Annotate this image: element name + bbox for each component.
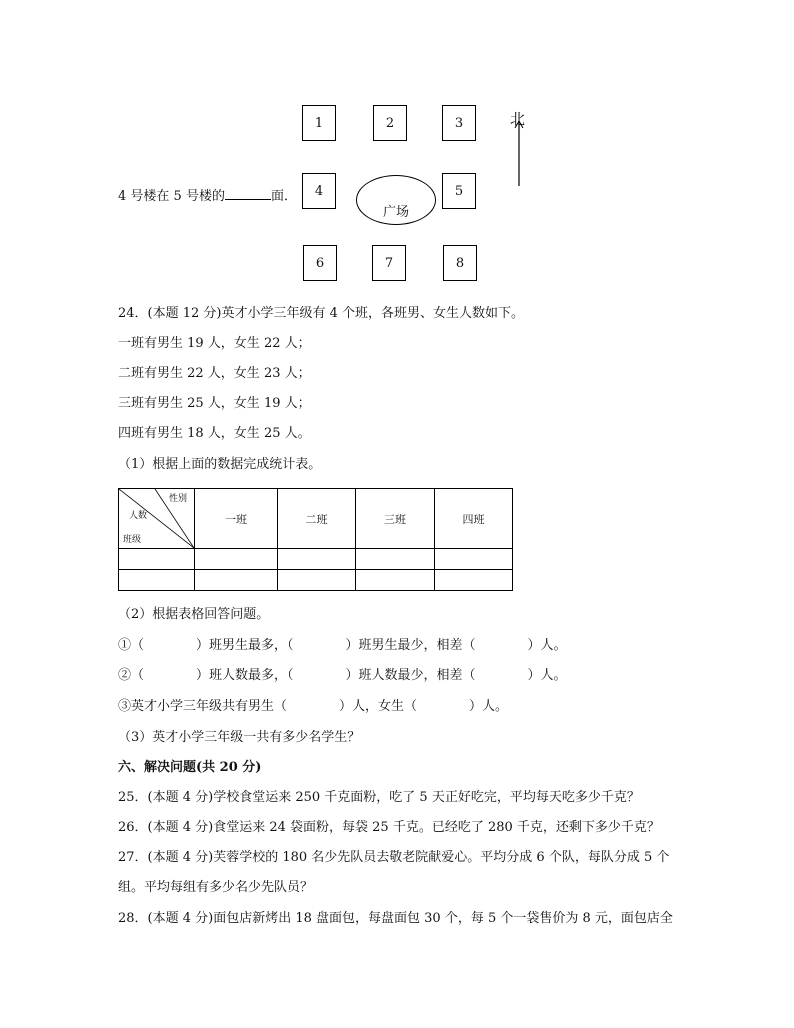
- question-25: 25．(本题 4 分)学校食堂运来 250 千克面粉，吃了 5 天正好吃完，平均每天吃多少千克？: [118, 790, 640, 805]
- building-4: [302, 173, 336, 209]
- question-26: 26．(本题 4 分)食堂运来 24 袋面粉，每袋 25 千克。已经吃了 280 千克，还剩下多少千克？: [118, 820, 660, 835]
- section-6-title: 六、解决问题(共 20 分): [118, 760, 262, 775]
- building-8-label: 8: [455, 255, 465, 271]
- building-3-label: 3: [454, 115, 464, 131]
- answer-blank[interactable]: [225, 187, 271, 200]
- building-7: [372, 245, 406, 281]
- question-27-cont: 组。平均每组有多少名少先队员？: [118, 880, 314, 895]
- building-1-label: 1: [314, 115, 324, 131]
- table-cell[interactable]: [356, 570, 435, 591]
- building-3: [442, 105, 476, 141]
- building-6: [303, 245, 337, 281]
- statistics-table: [118, 488, 513, 591]
- table-cell[interactable]: [278, 570, 356, 591]
- north-arrow-icon: [512, 118, 526, 188]
- table-cell[interactable]: [356, 549, 435, 570]
- header-count: 人数: [129, 511, 148, 521]
- header-gender: 性别: [169, 494, 188, 504]
- building-5-label: 5: [454, 183, 464, 199]
- header-class: 班级: [123, 535, 142, 545]
- table-row: [119, 549, 513, 570]
- building-2-label: 2: [385, 115, 395, 131]
- table-cell[interactable]: [119, 570, 195, 591]
- table-header-row: [119, 489, 513, 549]
- q24-data-line-4: 四班有男生 18 人，女生 25 人。: [118, 426, 311, 441]
- col-header-class-2: 二班: [278, 489, 356, 549]
- table-cell[interactable]: [195, 549, 278, 570]
- table-row: [119, 570, 513, 591]
- building-6-label: 6: [315, 255, 325, 271]
- table-cell[interactable]: [119, 549, 195, 570]
- building-2: [373, 105, 407, 141]
- q24-part1: （1）根据上面的数据完成统计表。: [118, 457, 322, 472]
- q24-question-2: ②（ ）班人数最多，（ ）班人数最少，相差（ ）人。: [118, 668, 567, 683]
- building-7-label: 7: [384, 255, 394, 271]
- q24-data-line-2: 二班有男生 22 人，女生 23 人；: [118, 366, 311, 381]
- plaza-label: 广场: [383, 205, 410, 220]
- q24-question-3: ③英才小学三年级共有男生（ ）人，女生（ ）人。: [118, 699, 509, 714]
- col-header-class-1: 一班: [195, 489, 278, 549]
- q24-part3: （3）英才小学三年级一共有多少名学生？: [118, 730, 361, 745]
- building-5: [442, 173, 476, 209]
- question-27: 27．(本题 4 分)芙蓉学校的 180 名少先队员去敬老院献爱心。平均分成 6 个队，每队分成 5 个: [118, 850, 670, 865]
- north-label: 北: [510, 110, 526, 128]
- table-cell[interactable]: [435, 570, 513, 591]
- map-question-prefix: 4 号楼在 5 号楼的: [118, 189, 225, 204]
- map-question-suffix: 面．: [270, 189, 297, 204]
- table-cell[interactable]: [435, 549, 513, 570]
- building-1: [302, 105, 336, 141]
- table-cell[interactable]: [278, 549, 356, 570]
- diagonal-header-cell: [119, 489, 195, 549]
- building-4-label: 4: [314, 183, 324, 199]
- q24-title: 24．(本题 12 分)英才小学三年级有 4 个班，各班男、女生人数如下。: [118, 306, 525, 321]
- plaza-ellipse: [356, 175, 436, 225]
- col-header-class-3: 三班: [356, 489, 435, 549]
- q24-data-line-1: 一班有男生 19 人，女生 22 人；: [118, 336, 311, 351]
- map-question: [118, 187, 297, 206]
- q24-part2: （2）根据表格回答问题。: [118, 607, 270, 622]
- table-cell[interactable]: [195, 570, 278, 591]
- col-header-class-4: 四班: [435, 489, 513, 549]
- q24-question-1: ①（ ）班男生最多，（ ）班男生最少，相差（ ）人。: [118, 638, 567, 653]
- q24-data-line-3: 三班有男生 25 人，女生 19 人；: [118, 396, 311, 411]
- building-8: [443, 245, 477, 281]
- question-28: 28．(本题 4 分)面包店新烤出 18 盘面包，每盘面包 30 个，每 5 个一袋售价为 8 元，面包店全: [118, 911, 673, 926]
